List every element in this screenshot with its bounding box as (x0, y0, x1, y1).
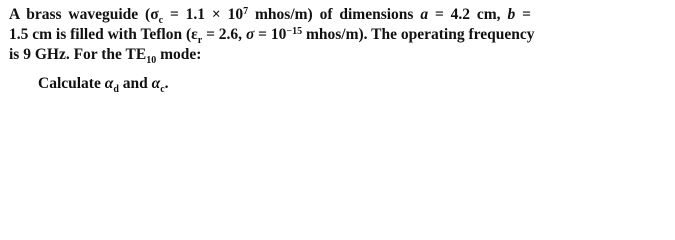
text-fragment: and (118, 75, 152, 92)
subscript: 10 (146, 54, 157, 66)
text-fragment: = (515, 6, 531, 23)
subscript: c (158, 14, 164, 26)
text-fragment: = 1.1 × 10 (163, 6, 244, 23)
math-var: σ (245, 26, 255, 43)
problem-question (38, 74, 169, 94)
text-fragment: 1.5 cm is filled with Teflon (ε (9, 26, 198, 43)
text-fragment: = 10 (254, 26, 287, 43)
problem-text (0, 0, 675, 119)
math-var: α (151, 75, 161, 92)
text-fragment: mhos/m). The operating frequency (302, 26, 535, 43)
problem-line-1 (9, 5, 531, 25)
math-var: b (507, 6, 516, 23)
problem-line-3 (9, 45, 201, 65)
subscript: c (160, 83, 165, 95)
text-fragment: is 9 GHz. For the TE (9, 46, 147, 63)
text-fragment: = 4.2 cm, (428, 6, 508, 23)
superscript: −15 (286, 25, 303, 37)
subscript: r (197, 34, 203, 46)
problem-line-2 (9, 25, 534, 45)
math-var: α (104, 75, 114, 92)
text-fragment: Calculate (38, 75, 105, 92)
text-fragment: = 2.6, (202, 26, 246, 43)
math-var: a (420, 6, 429, 23)
text-fragment: . (164, 75, 169, 92)
text-fragment: A brass waveguide (σ (9, 6, 159, 23)
subscript: d (113, 83, 119, 95)
text-fragment: mhos/m) of dimensions (248, 6, 421, 23)
text-fragment: mode: (156, 46, 202, 63)
superscript: 7 (243, 5, 249, 17)
